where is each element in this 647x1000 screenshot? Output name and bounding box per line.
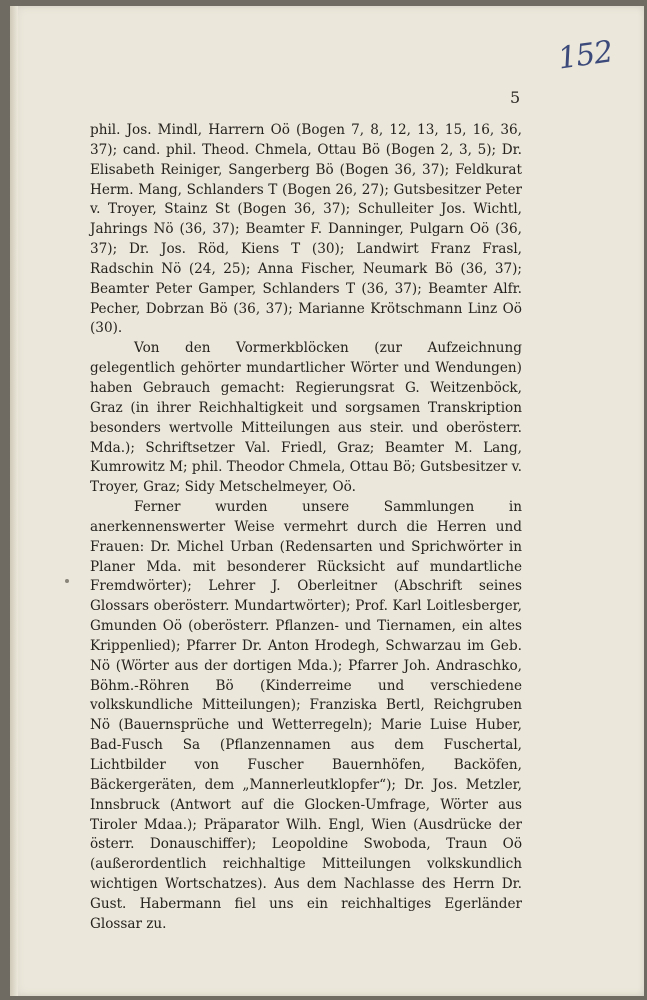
body-text: [90, 121, 522, 935]
scanned-page: [10, 6, 644, 996]
page-binding-edge: [10, 6, 18, 996]
paragraph-contributors: phil. Jos. Mindl, Harrern Oö (Bogen 7, 8, 12, 13, 15, 16, 36, 37); cand. phil. Theod. Chmela, Ottau Bö (Bogen 2, 3, 5); Dr. Elisabeth Reiniger, Sangerberg Bö (Bogen 36, 37); Feldkurat Herm. Mang, Schlanders T (Bogen 26, 27); Gutsbesitzer Peter v. Troyer, Stainz St (Bogen 36, 37); Schulleiter Jos. Wichtl, Jahrings Nö (36, 37); Beamter F. Danninger, Pulgarn Oö (36, 37); Dr. Jos. Röd, Kiens T (30); Landwirt Franz Frasl, Radschin Nö (24, 25); Anna Fischer, Neumark Bö (36, 37); Beamter Peter Gamper, Schlanders T (36, 37); Beamter Alfr. Pecher, Dobrzan Bö (36, 37); Marianne Krötschmann Linz Oö (30).: [90, 122, 522, 337]
margin-speck: [65, 579, 69, 583]
paragraph-vormerkbloecke: Von den Vormerkblöcken (zur Aufzeichnung gelegentlich gehörter mundartlicher Wörter und Wendungen) haben Gebrauch gemacht: Regierungsrat G. Weitzenböck, Graz (in ihrer Reichhaltigkeit und sorgsamen Transkription besonders wertvolle Mitteilungen aus steir. und oberösterr. Mda.); Schriftsetzer Val. Friedl, Graz; Beamter M. Lang, Kumrowitz M; phil. Theodor Chmela, Ottau Bö; Gutsbesitzer v. Troyer, Graz; Sidy Metschelmeyer, Oö.: [90, 340, 522, 496]
paragraph-sammlungen: Ferner wurden unsere Sammlungen in anerkennenswerter Weise vermehrt durch die Herren und Frauen: Dr. Michel Urban (Redensarten und Sprichwörter in Planer Mda. mit besonderer Rücksicht auf mundartliche Fremdwörter); Lehrer J. Oberleitner (Abschrift seines Glossars oberösterr. Mundartwörter); Prof. Karl Loitlesberger, Gmunden Oö (oberösterr. Pflanzen- und Tiernamen, ein altes Krippenlied); Pfarrer Dr. Anton Hrodegh, Schwarzau im Geb. Nö (Wörter aus der dortigen Mda.); Pfarrer Joh. Andraschko, Böhm.-Röhren Bö (Kinderreime und verschiedene volkskundliche Mitteilungen); Franziska Bertl, Reichgruben Nö (Bauernsprüche und Wetterregeln); Marie Luise Huber, Bad-Fusch Sa (Pflanzennamen aus dem Fuschertal, Lichtbilder von Fuscher Bauernhöfen, Backöfen, Bäckergeräten, dem „Mannerleutklopfer“); Dr. Jos. Metzler, Innsbruck (Antwort auf die Glocken-Umfrage, Wörter aus Tiroler Mdaa.); Präparator Wilh. Engl, Wien (Ausdrücke der österr. Donauschiffer); Leopoldine Swoboda, Traun Oö (außerordentlich reichhaltige Mitteilungen volkskundlich wichtigen Wortschatzes). Aus dem Nachlasse des Herrn Dr. Gust. Habermann fiel uns ein reichhaltiges Egerländer Glossar zu.: [90, 499, 522, 932]
handwritten-folio-number: 152: [555, 34, 615, 77]
page-number: 5: [510, 88, 521, 107]
